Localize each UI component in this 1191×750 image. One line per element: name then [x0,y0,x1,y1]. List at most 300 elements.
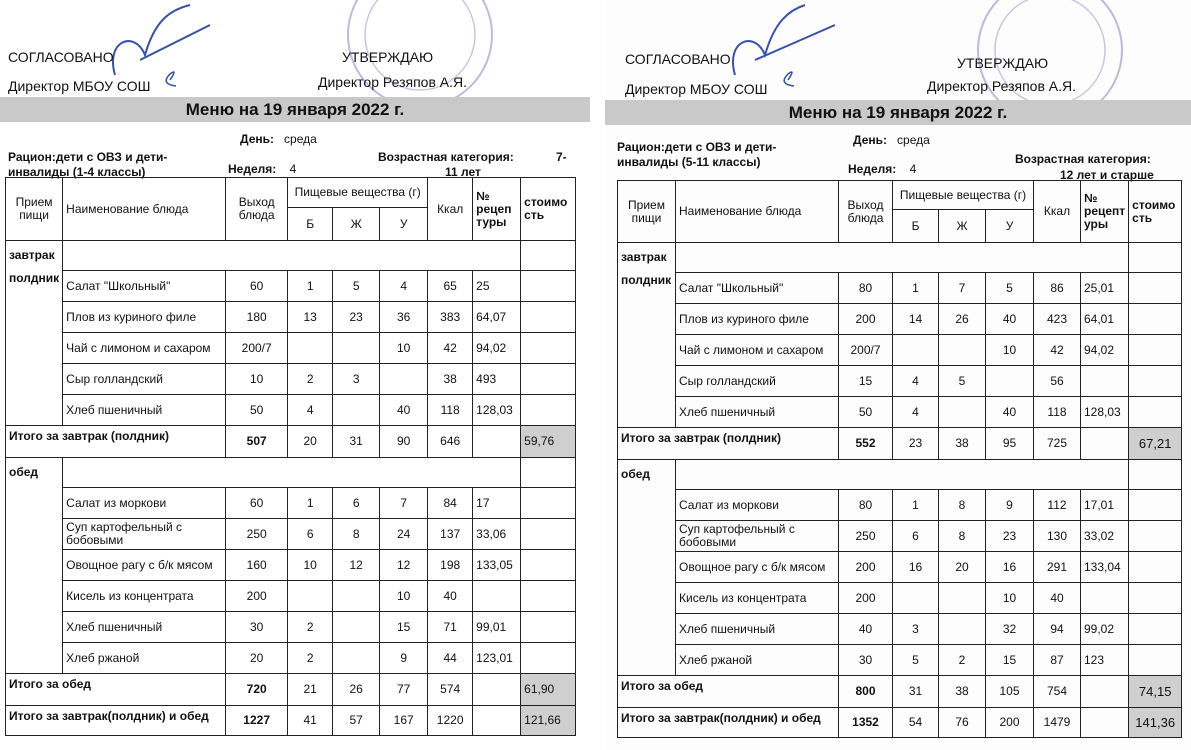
carbs: 15 [380,612,428,643]
director-school-label: Директор МБОУ СОШ [8,78,151,94]
cost-cell [1129,645,1182,676]
dish-output: 180 [226,302,288,333]
age-label: Возрастная категория: [378,150,514,164]
total-fat: 31 [333,426,380,458]
grand-total-row [618,708,1182,738]
cost-cell [1129,366,1182,397]
kcal: 94 [1034,614,1081,645]
fat: 6 [333,488,380,519]
dish-output: 250 [839,521,893,552]
dish-name: Чай с лимоном и сахаром [676,335,839,366]
cost-cell [1129,304,1182,335]
carbs: 4 [380,271,428,302]
total-kcal: 646 [428,426,473,458]
carbs: 40 [986,304,1034,335]
total-output: 800 [839,676,893,708]
fat: 20 [939,552,986,583]
protein: 1 [893,273,939,304]
cost-cell [1129,243,1182,273]
dish-output: 200 [839,583,893,614]
total-cost: 59,76 [521,426,576,458]
blank-cell [676,460,1129,490]
total-protein: 31 [893,676,939,708]
kcal: 112 [1034,490,1081,521]
total-kcal: 1220 [428,706,473,736]
recipe-number: 25 [473,271,521,302]
recipe-number: 123 [1081,645,1129,676]
carbs: 24 [380,519,428,550]
dish-name: Хлеб пшеничный [676,397,839,428]
dish-output: 200 [839,304,893,335]
recipe-number: 17,01 [1081,490,1129,521]
kcal: 42 [1034,335,1081,366]
protein: 1 [893,490,939,521]
carbs: 10 [986,335,1034,366]
kcal: 86 [1034,273,1081,304]
dish-name: Сыр голландский [676,366,839,397]
dish-name: Салат "Школьный" [676,273,839,304]
kcal: 137 [428,519,473,550]
recipe-number: 123,01 [473,643,521,674]
section-total-row [6,674,576,706]
table-row [6,550,576,581]
week-label: Неделя: [228,162,277,176]
dish-output: 30 [839,645,893,676]
dish-name: Суп картофельный с бобовыми [676,521,839,552]
kcal: 383 [428,302,473,333]
protein: 2 [288,364,333,395]
meal-label: обед [9,465,39,479]
protein: 3 [893,614,939,645]
table-row [618,397,1182,428]
menu-title: Меню на 19 января 2022 г. [605,100,1191,125]
total-carbs: 105 [986,676,1034,708]
header-cost: стоимо сть [1129,181,1182,243]
dish-name: Хлеб ржаной [676,645,839,676]
cost-cell [521,488,576,519]
table-row [6,519,576,550]
total-protein: 21 [288,674,333,706]
kcal: 291 [1034,552,1081,583]
dish-name: Хлеб пшеничный [676,614,839,645]
week-value: 4 [289,162,297,176]
ration-line1: Рацион:дети с ОВЗ и дети- [617,140,777,154]
table-row [618,366,1182,397]
dish-output: 10 [226,364,288,395]
director-school-label: Директор МБОУ СОШ [625,81,768,97]
recipe-number: 493 [473,364,521,395]
dish-name: Хлеб пшеничный [63,395,226,426]
dish-name: Плов из куриного филе [63,302,226,333]
kcal: 40 [428,581,473,612]
dish-output: 80 [839,273,893,304]
blank-cell [63,241,521,271]
kcal: 130 [1034,521,1081,552]
meal-label-secondary: полдник [621,273,672,287]
cost-cell [1129,490,1182,521]
fat: 3 [333,364,380,395]
header-rec: № рецеп туры [473,178,521,241]
table-row [6,395,576,426]
dish-output: 200/7 [226,333,288,364]
protein: 4 [893,397,939,428]
menu-document-1-4 [0,0,595,750]
protein: 6 [893,521,939,552]
cost-cell [521,241,576,271]
meal-cell [6,458,63,674]
blank-cell [676,243,1129,273]
total-output: 507 [226,426,288,458]
kcal: 423 [1034,304,1081,335]
carbs: 16 [986,552,1034,583]
age-value-part1: 7- [556,150,567,164]
dish-output: 60 [226,488,288,519]
protein: 6 [288,519,333,550]
day-value: среда [897,133,930,147]
protein: 13 [288,302,333,333]
table-row [6,302,576,333]
menu-document-5-11 [605,0,1191,750]
protein [288,333,333,364]
protein [893,335,939,366]
agreed-label: СОГЛАСОВАНО [625,51,731,67]
protein: 1 [288,271,333,302]
carbs [986,366,1034,397]
carbs: 40 [380,395,428,426]
meal-cell [618,460,676,676]
carbs: 32 [986,614,1034,645]
total-recipe-empty [1081,708,1129,738]
header-out: Выход блюда [226,178,288,241]
dish-output: 50 [226,395,288,426]
fat: 8 [939,521,986,552]
recipe-number: 128,03 [1081,397,1129,428]
kcal: 198 [428,550,473,581]
header-b: Б [288,208,333,241]
menu-table [5,177,576,736]
cost-cell [521,458,576,488]
total-carbs: 95 [986,428,1034,460]
cost-cell [1129,521,1182,552]
cost-cell [1129,273,1182,304]
fat: 12 [333,550,380,581]
day-field [853,133,930,147]
section-total-row [618,428,1182,460]
total-label: Итого за завтрак(полдник) и обед [6,706,226,736]
fat [333,333,380,364]
table-row [618,335,1182,366]
protein: 14 [893,304,939,335]
table-row [618,552,1182,583]
week-field [228,162,296,176]
table-row [618,273,1182,304]
cost-cell [521,612,576,643]
fat: 8 [939,490,986,521]
cost-cell [521,550,576,581]
recipe-number: 25,01 [1081,273,1129,304]
cost-cell [1129,614,1182,645]
cost-cell [1129,460,1182,490]
dish-output: 80 [839,490,893,521]
total-recipe-empty [473,674,521,706]
recipe-number [1081,583,1129,614]
dish-name: Хлеб пшеничный [63,612,226,643]
table-row [618,521,1182,552]
dish-name: Салат "Школьный" [63,271,226,302]
week-field [848,162,916,176]
cost-cell [521,395,576,426]
recipe-number: 33,02 [1081,521,1129,552]
day-value: среда [284,132,317,146]
dish-name: Овощное рагу с б/к мясом [63,550,226,581]
table-row [6,333,576,364]
fat [333,581,380,612]
dish-output: 200 [226,581,288,612]
total-cost: 61,90 [521,674,576,706]
cost-cell [521,364,576,395]
header-kcal: Ккал [1034,181,1081,243]
total-label: Итого за завтрак (полдник) [6,426,226,458]
header-zh: Ж [333,208,380,241]
carbs: 5 [986,273,1034,304]
menu-title: Меню на 19 января 2022 г. [0,97,590,122]
carbs: 12 [380,550,428,581]
meal-cell [6,241,63,426]
protein: 4 [893,366,939,397]
total-carbs: 200 [986,708,1034,738]
meal-label: завтрак [9,248,55,262]
total-kcal: 754 [1034,676,1081,708]
dish-output: 250 [226,519,288,550]
carbs: 10 [986,583,1034,614]
dish-output: 50 [839,397,893,428]
header-nutrients: Пищевые вещества (г) [288,178,428,208]
dish-name: Салат из моркови [63,488,226,519]
fat: 2 [939,645,986,676]
recipe-number: 99,01 [473,612,521,643]
recipe-number: 94,02 [1081,335,1129,366]
age-value: 12 лет и старше [1060,168,1154,182]
total-label: Итого за обед [6,674,226,706]
cost-cell [1129,335,1182,366]
week-value: 4 [909,162,917,176]
table-row [6,364,576,395]
carbs: 9 [380,643,428,674]
kcal: 38 [428,364,473,395]
dish-output: 200/7 [839,335,893,366]
total-output: 1352 [839,708,893,738]
fat: 5 [939,366,986,397]
carbs: 40 [986,397,1034,428]
recipe-number: 128,03 [473,395,521,426]
director-name-label: Директор Резяпов А.Я. [318,74,467,90]
total-fat: 38 [939,428,986,460]
header-nutrients: Пищевые вещества (г) [893,181,1034,210]
menu-table [617,180,1182,738]
section-header-row [6,241,576,271]
table-row [618,490,1182,521]
dish-output: 15 [839,366,893,397]
ration-label [8,150,167,180]
day-label: День: [240,132,274,146]
total-fat: 57 [333,706,380,736]
director-name-label: Директор Резяпов А.Я. [927,78,1076,94]
fat [333,643,380,674]
carbs: 10 [380,333,428,364]
total-carbs: 90 [380,426,428,458]
kcal: 42 [428,333,473,364]
blank-cell [63,458,521,488]
age-label: Возрастная категория: [1015,152,1151,166]
recipe-number [473,581,521,612]
recipe-number: 64,07 [473,302,521,333]
fat [939,397,986,428]
total-output: 720 [226,674,288,706]
recipe-number [1081,366,1129,397]
recipe-number: 33,06 [473,519,521,550]
meal-cell [618,243,676,428]
total-output: 552 [839,428,893,460]
table-row [6,643,576,674]
header-cost: стоимость [521,178,576,241]
carbs: 23 [986,521,1034,552]
cost-cell [521,581,576,612]
dish-output: 200 [839,552,893,583]
recipe-number: 94,02 [473,333,521,364]
kcal: 87 [1034,645,1081,676]
ration-label [617,140,776,170]
header-u: У [380,208,428,241]
recipe-number: 133,04 [1081,552,1129,583]
agreed-label: СОГЛАСОВАНО [8,49,114,65]
carbs [380,364,428,395]
protein: 2 [288,612,333,643]
dish-name: Салат из моркови [676,490,839,521]
dish-output: 40 [839,614,893,645]
total-cost: 121,66 [521,706,576,736]
kcal: 40 [1034,583,1081,614]
protein: 16 [893,552,939,583]
kcal: 118 [428,395,473,426]
protein: 2 [288,643,333,674]
cost-cell [1129,397,1182,428]
table-row [618,645,1182,676]
protein: 5 [893,645,939,676]
fat [939,583,986,614]
kcal: 118 [1034,397,1081,428]
kcal: 84 [428,488,473,519]
cost-cell [521,271,576,302]
kcal: 71 [428,612,473,643]
meal-label-secondary: полдник [9,271,60,285]
recipe-number: 99,02 [1081,614,1129,645]
fat [333,395,380,426]
header-out: Выход блюда [839,181,893,243]
recipe-number: 17 [473,488,521,519]
carbs: 15 [986,645,1034,676]
total-kcal: 1479 [1034,708,1081,738]
dish-name: Чай с лимоном и сахаром [63,333,226,364]
fat: 23 [333,302,380,333]
total-label: Итого за завтрак(полдник) и обед [618,708,839,738]
total-protein: 20 [288,426,333,458]
dish-output: 160 [226,550,288,581]
total-fat: 38 [939,676,986,708]
header-rec: № рецепт уры [1081,181,1129,243]
meal-label: обед [621,467,651,481]
carbs: 9 [986,490,1034,521]
table-row [6,488,576,519]
section-total-row [618,676,1182,708]
carbs: 36 [380,302,428,333]
dish-output: 20 [226,643,288,674]
cost-cell [521,302,576,333]
section-total-row [6,426,576,458]
fat [939,614,986,645]
dish-name: Хлеб ржаной [63,643,226,674]
header-name: Наименование блюда [676,181,839,243]
cost-cell [1129,583,1182,614]
protein: 1 [288,488,333,519]
grand-total-row [6,706,576,736]
header-b: Б [893,210,939,243]
header-u: У [986,210,1034,243]
dish-name: Суп картофельный с бобовыми [63,519,226,550]
cost-cell [521,643,576,674]
total-protein: 41 [288,706,333,736]
total-cost: 67,21 [1129,428,1182,460]
fat: 7 [939,273,986,304]
total-recipe-empty [473,706,521,736]
header-kcal: Ккал [428,178,473,241]
total-kcal: 725 [1034,428,1081,460]
table-row [618,614,1182,645]
dish-name: Кисель из концентрата [676,583,839,614]
age-value: 11 лет [445,165,481,179]
dish-name: Сыр голландский [63,364,226,395]
total-label: Итого за обед [618,676,839,708]
total-protein: 54 [893,708,939,738]
week-label: Неделя: [848,162,897,176]
kcal: 56 [1034,366,1081,397]
total-label: Итого за завтрак (полдник) [618,428,839,460]
meal-label: завтрак [621,250,667,264]
table-row [618,304,1182,335]
dish-output: 30 [226,612,288,643]
recipe-number: 133,05 [473,550,521,581]
total-fat: 26 [333,674,380,706]
section-header-row [6,458,576,488]
total-recipe-empty [1081,428,1129,460]
section-header-row [618,460,1182,490]
table-row [618,583,1182,614]
table-row [6,271,576,302]
table-row [6,612,576,643]
protein: 10 [288,550,333,581]
fat: 5 [333,271,380,302]
protein: 4 [288,395,333,426]
dish-name: Кисель из концентрата [63,581,226,612]
header-meal: Прием пищи [618,181,676,243]
fat [939,335,986,366]
fat: 8 [333,519,380,550]
ration-line2: инвалиды (1-4 классы) [8,165,146,179]
header-zh: Ж [939,210,986,243]
protein [893,583,939,614]
ration-line2: инвалиды (5-11 классы) [617,155,761,169]
dish-output: 60 [226,271,288,302]
total-carbs: 77 [380,674,428,706]
